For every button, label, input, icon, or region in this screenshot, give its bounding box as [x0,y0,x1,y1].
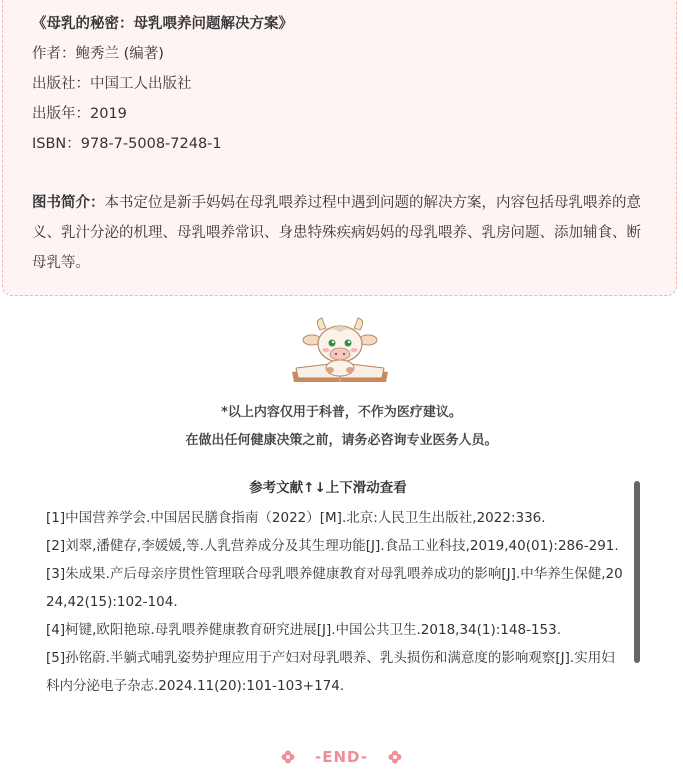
reference-item: [5]孙铭蔚.半躺式哺乳姿势护理应用于产妇对母乳喂养、乳头损伤和满意度的影响观察[J].实用妇科内分泌电子杂志.2024.11(20):101-103+174. [46,650,615,694]
reference-item: [2]刘翠,潘健存,李媛媛,等.人乳营养成分及其生理功能[J].食品工业科技,2019,40(01):286-291. [46,538,619,554]
book-publisher: 出版社：中国工人出版社 [32,76,192,92]
end-marker [0,748,683,766]
book-intro [32,188,652,278]
flower-icon [388,750,402,764]
reference-item: [4]柯键,欧阳艳琼.母乳喂养健康教育研究进展[J].中国公共卫生.2018,34(1):148-153. [46,622,561,638]
reference-item: [1]中国营养学会.中国居民膳食指南（2022）[M].北京:人民卫生出版社,2022:336. [46,510,546,526]
end-text: -END- [315,748,368,766]
references-scrollbar[interactable] [634,481,640,663]
references-title: 参考文献↑↓上下滑动查看 [249,480,407,496]
book-year: 出版年：2019 [32,106,127,122]
flower-icon [281,750,295,764]
book-title: 《母乳的秘密：母乳喂养问题解决方案》 [32,16,293,32]
disclaimer-line-2: 在做出任何健康决策之前，请务必咨询专业医务人员。 [185,433,498,448]
disclaimer-line-1: *以上内容仅用于科普，不作为医疗建议。 [221,405,462,420]
book-isbn: ISBN：978-7-5008-7248-1 [32,136,222,152]
cow-reading-book-icon [288,316,392,386]
reference-item: [3]朱成果.产后母亲序贯性管理联合母乳喂养健康教育对母乳喂养成功的影响[J].中华养生保健,2024,42(15):102-104. [46,566,623,610]
book-author: 作者：鲍秀兰 (编著) [32,46,164,62]
references-scroll-area[interactable] [40,476,640,721]
intro-text: 本书定位是新手妈妈在母乳喂养过程中遇到问题的解决方案，内容包括母乳喂养的意义、乳汁分泌的机理、母乳喂养常识、身患特殊疾病妈妈的母乳喂养、乳房问题、添加辅食、断母乳等。 [32,195,641,271]
intro-label: 图书简介： [32,195,105,211]
